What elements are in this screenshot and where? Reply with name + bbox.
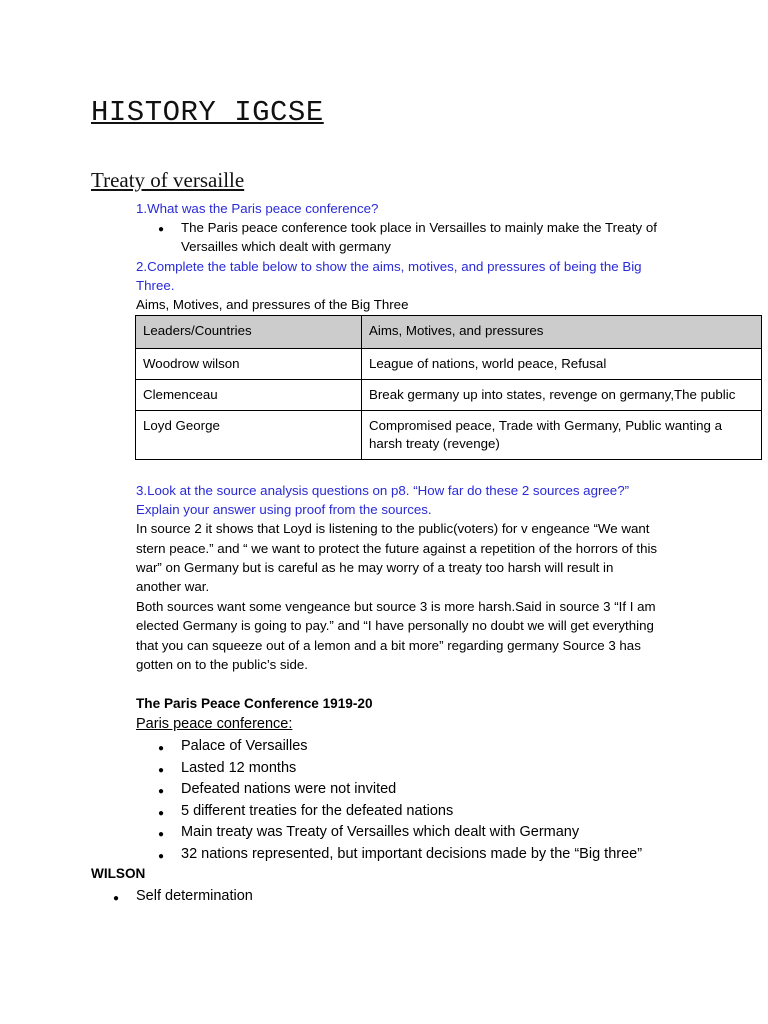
answer-3-line: gotten on to the public’s side. — [136, 657, 308, 672]
table-header-cell: Aims, Motives, and pressures — [362, 316, 762, 349]
bullet-icon: ● — [158, 765, 165, 776]
answer-3-line: that you can squeeze out of a lemon and a bit more” regarding germany Source 3 has — [136, 638, 641, 653]
table-header-row — [136, 316, 762, 349]
answer-3-line: In source 2 it shows that Loyd is listening to the public(voters) for v engeance “We want — [136, 521, 650, 536]
table-row — [136, 411, 762, 460]
wilson-heading: WILSON — [91, 866, 146, 881]
bullet-icon: ● — [158, 224, 165, 235]
answer-3-line: Both sources want some vengeance but source 3 is more harsh.Said in source 3 “If I am — [136, 599, 656, 614]
table-cell-leader: Clemenceau — [136, 380, 362, 411]
answer-3-line: elected Germany is going to pay.” and “I have personally no doubt we will get everything — [136, 618, 654, 633]
bullet-icon: ● — [158, 786, 165, 797]
question-1: 1.What was the Paris peace conference? — [136, 201, 379, 216]
list-item: Self determination — [136, 888, 253, 904]
list-item: 5 different treaties for the defeated nations — [181, 803, 454, 819]
table-cell-leader: Loyd George — [136, 411, 362, 460]
table-cell-aims: Break germany up into states, revenge on germany,The public — [362, 380, 762, 411]
question-2-line-2: Three. — [136, 278, 175, 293]
answer-3-line: another war. — [136, 579, 210, 594]
big-three-table — [135, 315, 762, 460]
page-title: HISTORY IGCSE — [91, 96, 324, 129]
conference-heading: The Paris Peace Conference 1919-20 — [136, 696, 373, 711]
question-2-line-1: 2.Complete the table below to show the aims, motives, and pressures of being the Big — [136, 259, 642, 274]
list-item: Main treaty was Treaty of Versailles which dealt with Germany — [181, 824, 580, 840]
list-item: Lasted 12 months — [181, 760, 297, 776]
question-3-line-2: Explain your answer using proof from the sources. — [136, 502, 432, 517]
answer-3-line: war” on Germany but is careful as he may worry of a treaty too harsh will result in — [136, 560, 614, 575]
conference-label: Paris peace conference: — [136, 716, 293, 732]
list-item: Defeated nations were not invited — [181, 781, 397, 797]
table-cell-line: Compromised peace, Trade with Germany, Public wanting a — [369, 418, 723, 433]
table-cell-leader: Woodrow wilson — [136, 349, 362, 380]
table-row — [136, 349, 762, 380]
list-item: Palace of Versailles — [181, 738, 308, 754]
table-cell-line: harsh treaty (revenge) — [369, 436, 500, 451]
list-item: 32 nations represented, but important decisions made by the “Big three” — [181, 846, 643, 862]
answer-1-line-2: Versailles which dealt with germany — [181, 239, 391, 254]
bullet-icon: ● — [158, 829, 165, 840]
bullet-icon: ● — [113, 893, 120, 904]
answer-3-line: stern peace.” and “ we want to protect the future against a repetition of the horrors of this — [136, 541, 658, 556]
bullet-icon: ● — [158, 808, 165, 819]
table-cell-aims — [362, 411, 762, 460]
bullet-icon: ● — [158, 743, 165, 754]
table-row — [136, 380, 762, 411]
table-header-cell: Leaders/Countries — [136, 316, 362, 349]
question-3-line-1: 3.Look at the source analysis questions on p8. “How far do these 2 sources agree?” — [136, 483, 630, 498]
bullet-icon: ● — [158, 851, 165, 862]
table-caption: Aims, Motives, and pressures of the Big Three — [136, 297, 409, 312]
answer-1-line-1: The Paris peace conference took place in Versailles to mainly make the Treaty of — [181, 220, 657, 235]
table-cell-aims: League of nations, world peace, Refusal — [362, 349, 762, 380]
section-heading: Treaty of versaille — [91, 168, 245, 192]
